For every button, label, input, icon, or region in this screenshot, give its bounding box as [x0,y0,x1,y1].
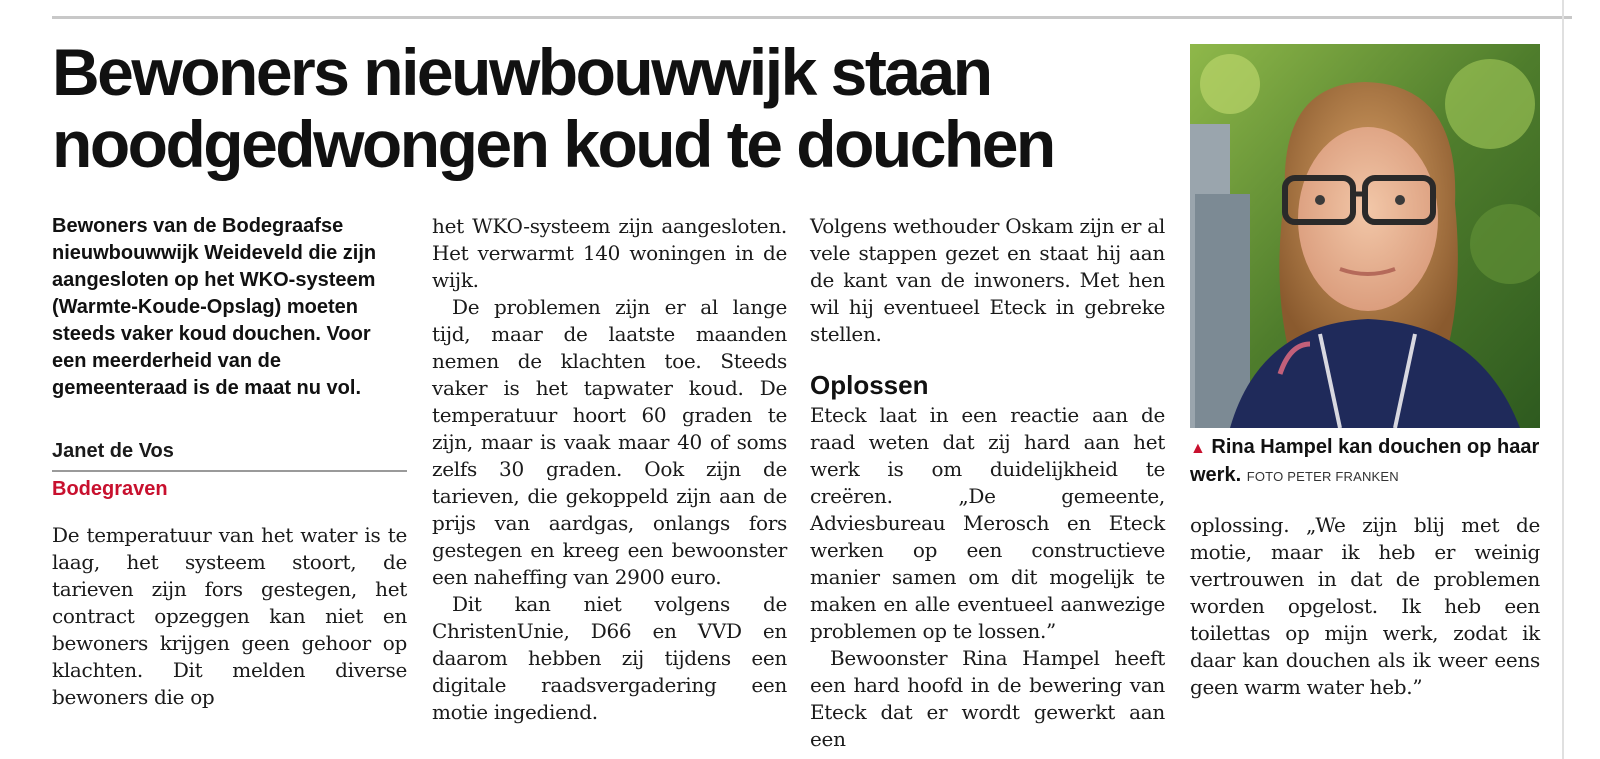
page-edge [1562,0,1564,759]
body-paragraph: De temperatuur van het water is te laag, het systeem stoort, de tarieven zijn fors gestegen, het contract opzeggen kan niet en bewoners krijgen geen gehoor op klachten. Dit melden diverse bewoners die op [52,523,407,709]
headline: Bewoners nieuwbouwwijk staan noodgedwongen koud te douchen [52,35,1054,181]
body-paragraph: Volgens wethouder Oskam zijn er al vele stappen gezet en staat hij aan de kant van de inwoners. Met hen wil hij eventueel Eteck in gebreke stellen. [810,214,1165,346]
body-paragraph: Bewoonster Rina Hampel heeft een hard hoofd in de bewering van Eteck dat er wordt gewerkt aan een [810,646,1165,751]
column-4 [1190,512,1540,701]
photo-caption [1190,434,1550,490]
top-rule [52,16,1572,19]
caption-triangle-icon: ▲ [1190,440,1206,457]
body-paragraph: oplossing. „We zijn blij met de motie, maar ik heb er weinig vertrouwen in dat de problemen worden opgelost. Ik heb een toilettas op mijn werk, zodat ik daar kan douchen als ik weer eens geen warm water heb.” [1190,513,1540,699]
intro-text: Bewoners van de Bodegraafse nieuwbouwwijk Weideveld die zijn aangesloten op het WKO-systeem (Warmte-Koude-Opslag) moeten steeds vaker koud douchen. Voor een meerderheid van de gemeenteraad is de maat nu vol. [52,215,377,399]
dateline-location: Bodegraven [52,478,168,500]
subheading: Oplossen [810,370,929,400]
column-3 [810,213,1165,753]
caption-text: Rina Hampel kan douchen op haar werk. [1190,436,1540,486]
portrait-photo [1190,44,1540,428]
photo-credit: FOTO PETER FRANKEN [1246,469,1399,484]
body-paragraph: De problemen zijn er al lange tijd, maar de laatste maanden nemen de klachten toe. Steeds vaker is het tapwater koud. De temperatuur hoort 60 graden te zijn, maar is vaak maar 40 of soms zelfs 30 graden. Ook zijn de tarieven, die gekoppeld zijn aan de prijs van aardgas, onlangs fors gestegen en kreeg een bewoonster een naheffing van 2900 euro. [432,295,787,589]
body-paragraph: Dit kan niet volgens de ChristenUnie, D66 en VVD en daarom hebben zij tijdens een digitale raadsvergadering een motie ingediend. [432,592,787,724]
author-byline: Janet de Vos [52,438,407,472]
column-2 [432,213,787,726]
column-1 [52,213,407,711]
body-paragraph: het WKO-systeem zijn aangesloten. Het verwarmt 140 woningen in de wijk. [432,214,787,292]
body-paragraph: Eteck laat in een reactie aan de raad weten dat zij hard aan het werk is om duidelijkheid te creëren. „De gemeente, Adviesbureau Merosch en Eteck werken op een constructieve manier samen om dit mogelijk te maken en alle eventueel aanwezige problemen op te lossen.” [810,403,1165,643]
